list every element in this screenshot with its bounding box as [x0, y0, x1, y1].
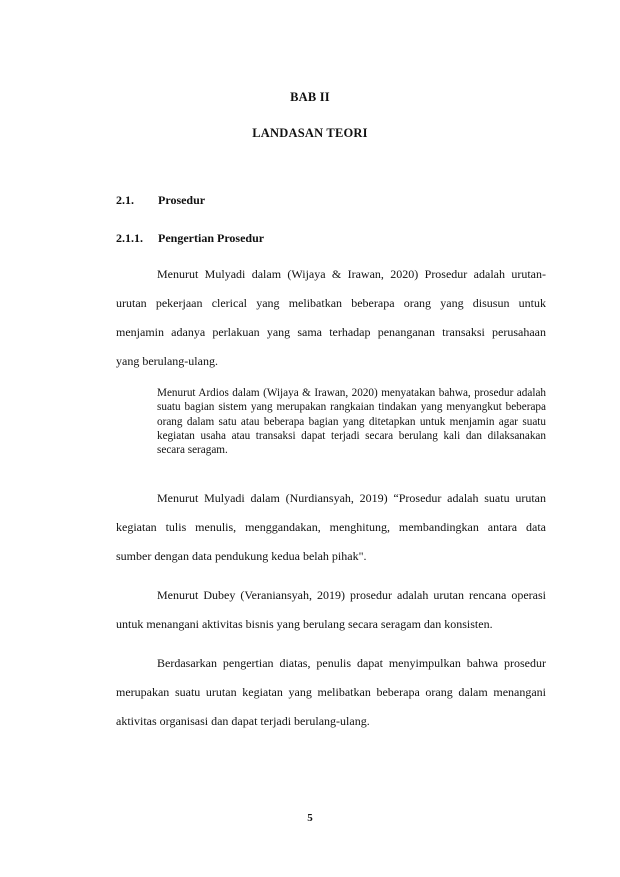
- paragraph-line: Menurut Mulyadi dalam (Nurdiansyah, 2019) “Prosedur adalah suatu urutan: [157, 491, 546, 505]
- paragraph-line: Menurut Mulyadi dalam (Wijaya & Irawan, 2020) Prosedur adalah urutan-: [157, 267, 546, 281]
- paragraph-line: sumber dengan data pendukung kedua belah pihak".: [116, 549, 367, 563]
- section-title: Pengertian Prosedur: [158, 231, 265, 245]
- paragraph-line: yang berulang-ulang.: [116, 354, 218, 368]
- chapter-label: BAB II: [290, 90, 330, 104]
- section-number: 2.1.: [116, 193, 134, 207]
- paragraph-line: urutan pekerjaan clerical yang melibatkan beberapa orang yang disusun untuk: [116, 296, 546, 310]
- paragraph-line: merupakan suatu urutan kegiatan yang melibatkan beberapa orang dalam menangani: [116, 685, 546, 699]
- paragraph-line: Menurut Dubey (Veraniansyah, 2019) prosedur adalah urutan rencana operasi: [157, 588, 546, 602]
- paragraph-line: kegiatan tulis menulis, menggandakan, menghitung, membandingkan antara data: [116, 520, 546, 534]
- section-title: Prosedur: [158, 193, 206, 207]
- page-number: 5: [307, 812, 313, 824]
- section-number: 2.1.1.: [116, 231, 143, 245]
- paragraph-line: Berdasarkan pengertian diatas, penulis dapat menyimpulkan bahwa prosedur: [157, 656, 546, 670]
- block-quote-ardios: Menurut Ardios dalam (Wijaya & Irawan, 2020) menyatakan bahwa, prosedur adalah suatu bagian sistem yang merupakan rangkaian tindakan yang menyangkut beberapa orang dalam satu atau beberapa bagian yang ditetapkan untuk menjamin agar suatu kegiatan usaha atau transaksi dapat terjadi secara berulang kali dan dilaksanakan secara seragam.: [157, 387, 546, 457]
- chapter-title: LANDASAN TEORI: [252, 126, 368, 140]
- paragraph-line: menjamin adanya perlakuan yang sama terhadap penanganan transaksi perusahaan: [116, 325, 546, 339]
- paragraph-line: aktivitas organisasi dan dapat terjadi berulang-ulang.: [116, 714, 370, 728]
- paragraph-line: untuk menangani aktivitas bisnis yang berulang secara seragam dan konsisten.: [116, 617, 493, 631]
